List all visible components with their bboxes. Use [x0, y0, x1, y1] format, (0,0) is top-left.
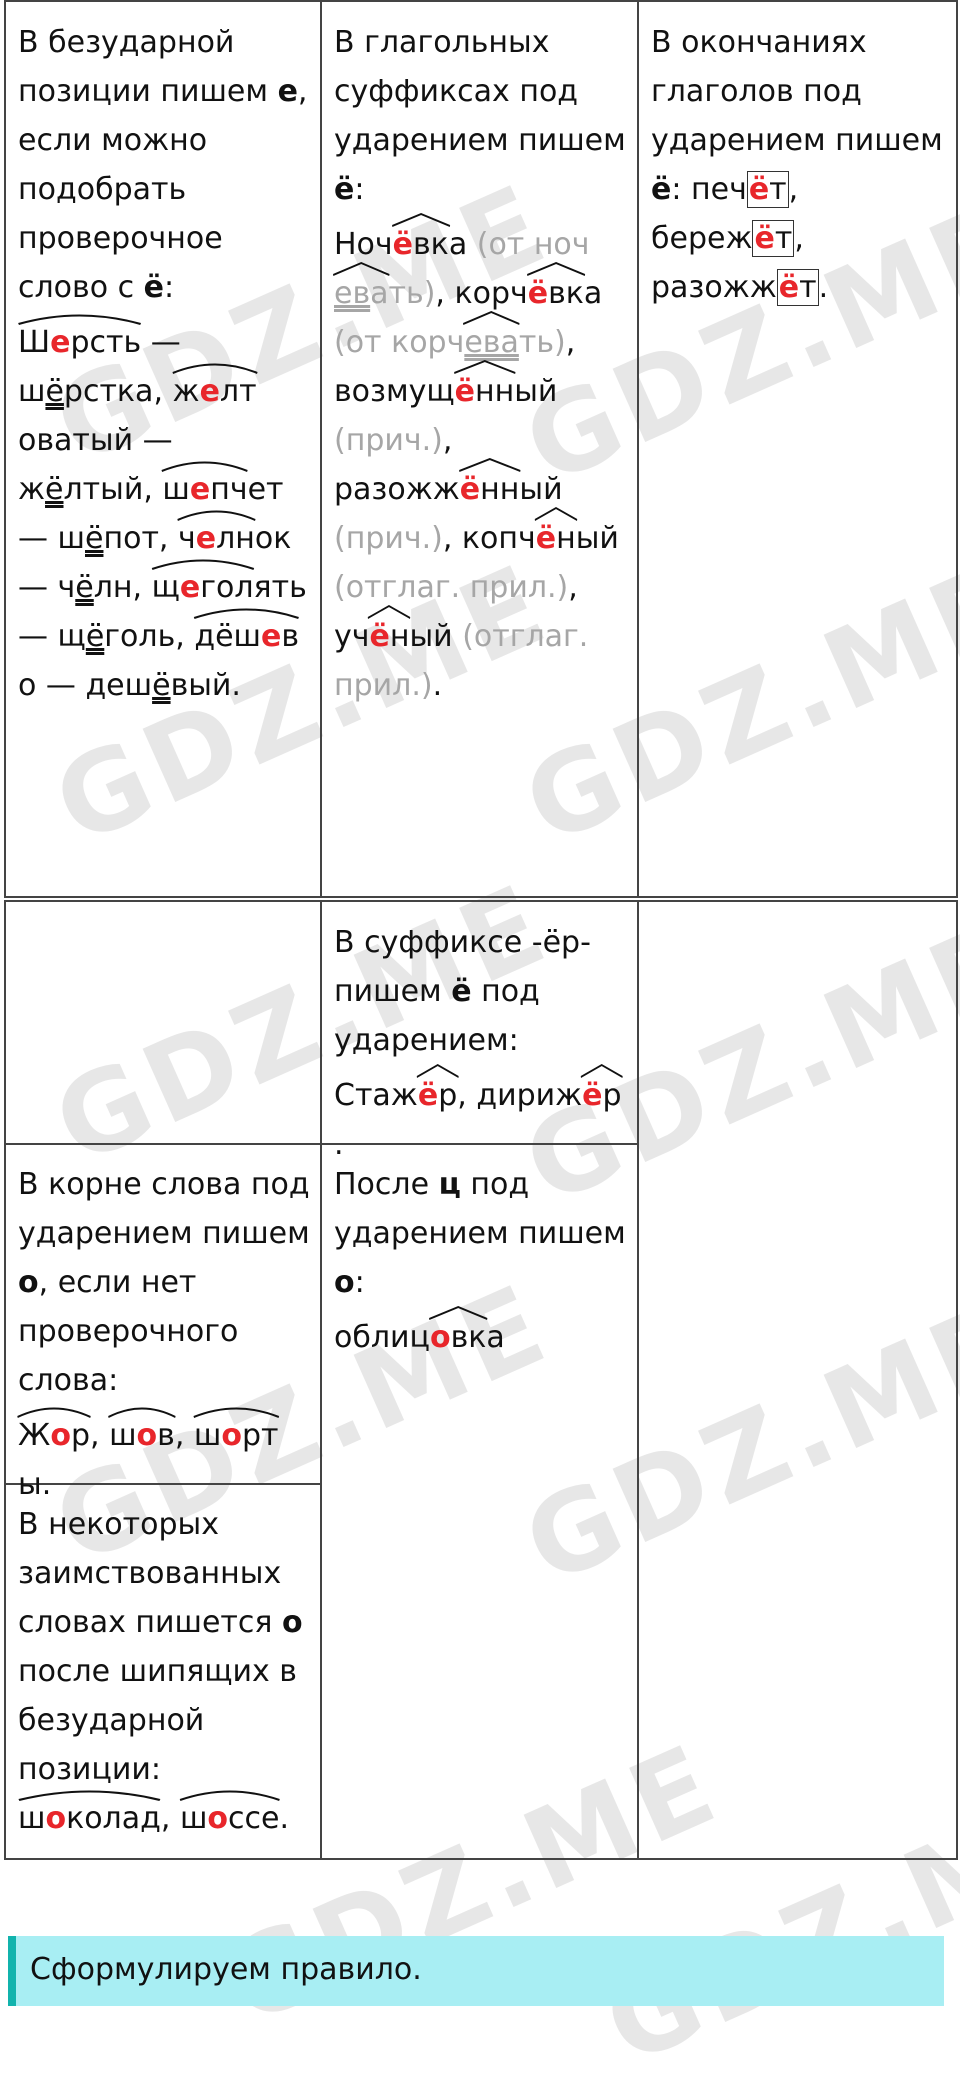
ending-box: ёт — [748, 172, 787, 207]
cell-borrowed-o — [6, 1500, 320, 1843]
suffix-cap-icon — [534, 507, 578, 521]
rule-text: В безударной позиции пишем е, если можно подобрать проверочное слово с ё: — [18, 25, 308, 305]
banner-text: Сформулируем правило. — [30, 1952, 422, 1987]
rule-text: В суффиксе -ёр- пишем ё под ударением: — [334, 925, 591, 1058]
root-arc-icon — [16, 311, 143, 325]
examples: шоколад, шоссе. — [18, 1794, 310, 1843]
cell-root-o — [6, 1160, 320, 1509]
root-arc-icon — [171, 360, 259, 374]
root-mark: шоколад — [18, 1794, 161, 1843]
root-mark: шепч — [162, 465, 247, 514]
cell-verb-endings — [639, 18, 957, 312]
suffix-mark: ева — [464, 318, 519, 367]
root-mark: Шерсть — [18, 318, 141, 367]
suffix-mark: ёвк — [393, 220, 449, 269]
root-mark: шов — [109, 1411, 175, 1460]
root-arc-icon — [160, 458, 249, 472]
examples: Стаж ёр, дириж ёр. — [334, 1071, 627, 1169]
rule-banner — [8, 1936, 944, 2006]
suffix-mark: ён — [369, 612, 409, 661]
cell-unstressed-e — [6, 18, 320, 710]
suffix-cap-icon — [428, 1306, 488, 1320]
ending-box: ёт — [778, 270, 817, 305]
examples: облиц овка — [334, 1313, 627, 1362]
suffix-mark: ёр — [582, 1071, 621, 1120]
examples: Ноч ёвка (от ноч евать), корч ёвка (от корч евать), возмущ ённый (прич.), разожж ённый (прич.), копч ёный (отглаг. прил.), уч ёный (отглаг. прил.). — [334, 220, 627, 710]
rule-text: В некоторых заимствованных словах пишется о после шипящих в безударной позиции: — [18, 1507, 303, 1787]
rule-text: После ц под ударением пишем о: — [334, 1167, 626, 1300]
suffix-cap-icon — [391, 213, 451, 227]
suffix-cap-icon — [462, 311, 521, 325]
root-arc-icon — [176, 507, 257, 521]
suffix-mark: ёвк — [528, 269, 584, 318]
suffix-mark: ённ — [455, 367, 515, 416]
suffix-cap-icon — [453, 360, 517, 374]
suffix-mark: ева — [334, 269, 389, 318]
suffix-cap-icon — [526, 262, 586, 276]
root-mark: челн — [178, 514, 255, 563]
examples: Шерсть — шёрстка, желтоватый — жёлтый, шепчет — шёпот, челнок — чёлн, щеголять — щёголь, дёшево — дешёвый. — [18, 318, 310, 710]
root-arc-icon — [150, 556, 256, 570]
root-arc-icon — [178, 1787, 282, 1801]
root-mark: дёшев — [194, 612, 299, 661]
root-mark: щегол — [152, 563, 254, 612]
root-mark: шоссе — [180, 1794, 280, 1843]
root-mark: желт — [173, 367, 257, 416]
examples: Жор, шов, шорты. — [18, 1411, 310, 1509]
ending-box: ёт — [754, 221, 793, 256]
suffix-cap-icon — [416, 1064, 459, 1078]
rule-text: В окончаниях глаголов под ударением пишем ё: печёт, бережёт, разожжёт. — [651, 25, 943, 305]
suffix-cap-icon — [367, 605, 411, 619]
suffix-mark: ённ — [460, 465, 520, 514]
divider — [637, 900, 639, 1860]
root-mark: шорт — [194, 1411, 279, 1460]
suffix-cap-icon — [580, 1064, 623, 1078]
suffix-mark: ёр — [418, 1071, 457, 1120]
rule-text: В глагольных суффиксах под ударением пишем ё: — [334, 25, 626, 207]
rule-text: В корне слова под ударением пишем о, если нет проверочного слова: — [18, 1167, 310, 1398]
cell-verbal-suffix — [322, 18, 637, 710]
root-arc-icon — [192, 605, 301, 619]
root-arc-icon — [16, 1404, 92, 1418]
suffix-cap-icon — [458, 458, 522, 472]
suffix-mark: ён — [536, 514, 576, 563]
cell-suffix-er — [322, 918, 637, 1169]
suffix-mark: овк — [430, 1313, 486, 1362]
suffix-cap-icon — [332, 262, 391, 276]
root-arc-icon — [192, 1404, 281, 1418]
root-mark: Жор — [18, 1411, 90, 1460]
cell-after-ts — [322, 1160, 637, 1362]
root-arc-icon — [107, 1404, 177, 1418]
root-arc-icon — [16, 1787, 163, 1801]
